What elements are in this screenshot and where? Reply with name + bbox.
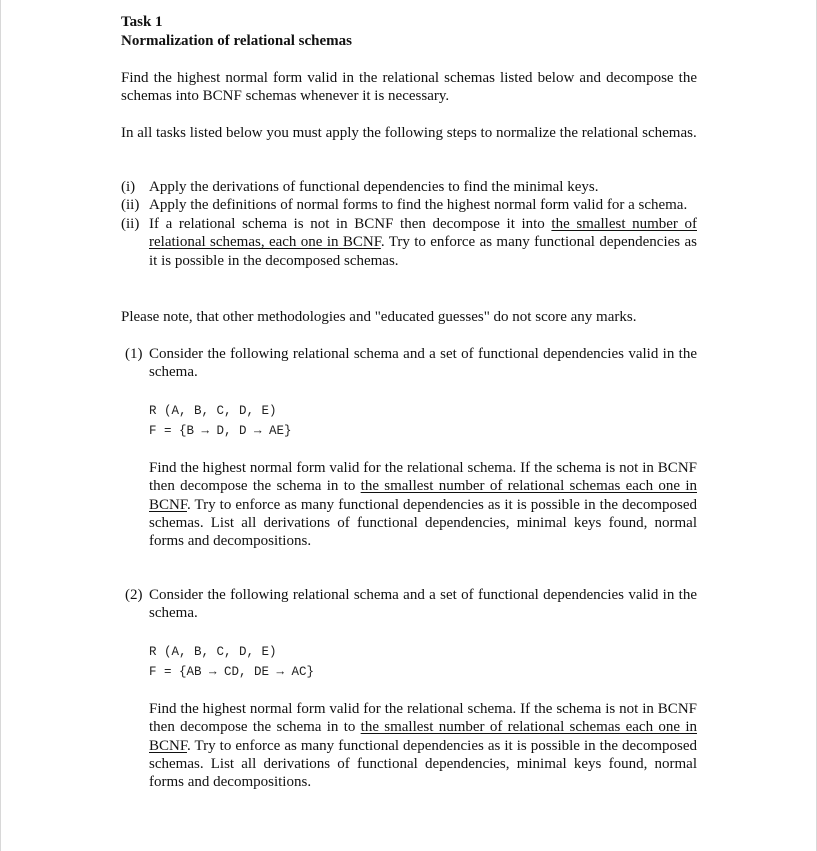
question-body-start: Find the highest normal form valid for the relational schema. If the schema is not in BCNF then decompose the schema in to bbox=[149, 700, 697, 736]
step-number: (i) bbox=[121, 179, 136, 195]
step-number: (ii) bbox=[121, 197, 140, 214]
steps-list bbox=[121, 178, 697, 270]
question-1 bbox=[121, 345, 697, 551]
question-body-underlined: the smallest number of relational schemas each one in BCNF bbox=[149, 478, 697, 513]
question-number: (2) bbox=[125, 587, 143, 603]
step-text-end: . Try to enforce as many functional dependencies as it is possible in the decomposed schemas. bbox=[149, 234, 697, 269]
step-text: Apply the derivations of functional dependencies to find the minimal keys. bbox=[149, 179, 599, 195]
functional-dependencies: F = {AB → CD, DE → AC} bbox=[149, 664, 315, 679]
task-title: Normalization of relational schemas bbox=[121, 33, 352, 49]
question-lead-text: Consider the following relational schema and a set of functional dependencies valid in the schema. bbox=[149, 346, 697, 381]
schema-definition: R (A, B, C, D, E) bbox=[149, 644, 277, 659]
intro-paragraph: Find the highest normal form valid in the relational schemas listed below and decompose the schemas into BCNF schemas whenever it is necessary. bbox=[121, 70, 697, 105]
question-lead bbox=[121, 345, 697, 382]
question-body-end: . Try to enforce as many functional dependencies as it is possible in the decomposed schemas. List all derivations of functional dependencies, minimal keys found, normal forms and decompositions. bbox=[149, 737, 697, 791]
page-left-edge bbox=[0, 0, 1, 851]
step-text-start: If a relational schema is not in BCNF then decompose it into bbox=[149, 215, 552, 232]
question-body-start: Find the highest normal form valid for the relational schema. If the schema is not in BCNF then decompose the schema in to bbox=[149, 459, 697, 495]
schema-definition: R (A, B, C, D, E) bbox=[149, 403, 277, 418]
step-text: Apply the definitions of normal forms to find the highest normal form valid for a schema. bbox=[149, 197, 688, 214]
task-label: Task 1 bbox=[121, 14, 163, 30]
step-item bbox=[121, 215, 697, 270]
question-body bbox=[149, 700, 697, 792]
functional-dependencies: F = {B → D, D → AE} bbox=[149, 423, 292, 438]
question-lead bbox=[121, 586, 697, 623]
step-number: (ii) bbox=[121, 215, 140, 232]
question-2 bbox=[121, 586, 697, 792]
question-body-end: . Try to enforce as many functional dependencies as it is possible in the decomposed schemas. List all derivations of functional dependencies, minimal keys found, normal forms and decompositions. bbox=[149, 496, 697, 550]
note-paragraph: Please note, that other methodologies and "educated guesses" do not score any marks. bbox=[121, 309, 637, 325]
question-number: (1) bbox=[125, 346, 143, 362]
question-body-underlined: the smallest number of relational schemas each one in BCNF bbox=[149, 719, 697, 754]
step-item bbox=[121, 178, 697, 196]
step-item bbox=[121, 196, 697, 214]
question-lead-text: Consider the following relational schema and a set of functional dependencies valid in the schema. bbox=[149, 587, 697, 622]
step-text-underlined: the smallest number of relational schemas, each one in BCNF bbox=[149, 215, 697, 251]
question-body bbox=[149, 459, 697, 551]
steps-intro-paragraph: In all tasks listed below you must apply the following steps to normalize the relational schemas. bbox=[121, 125, 697, 141]
